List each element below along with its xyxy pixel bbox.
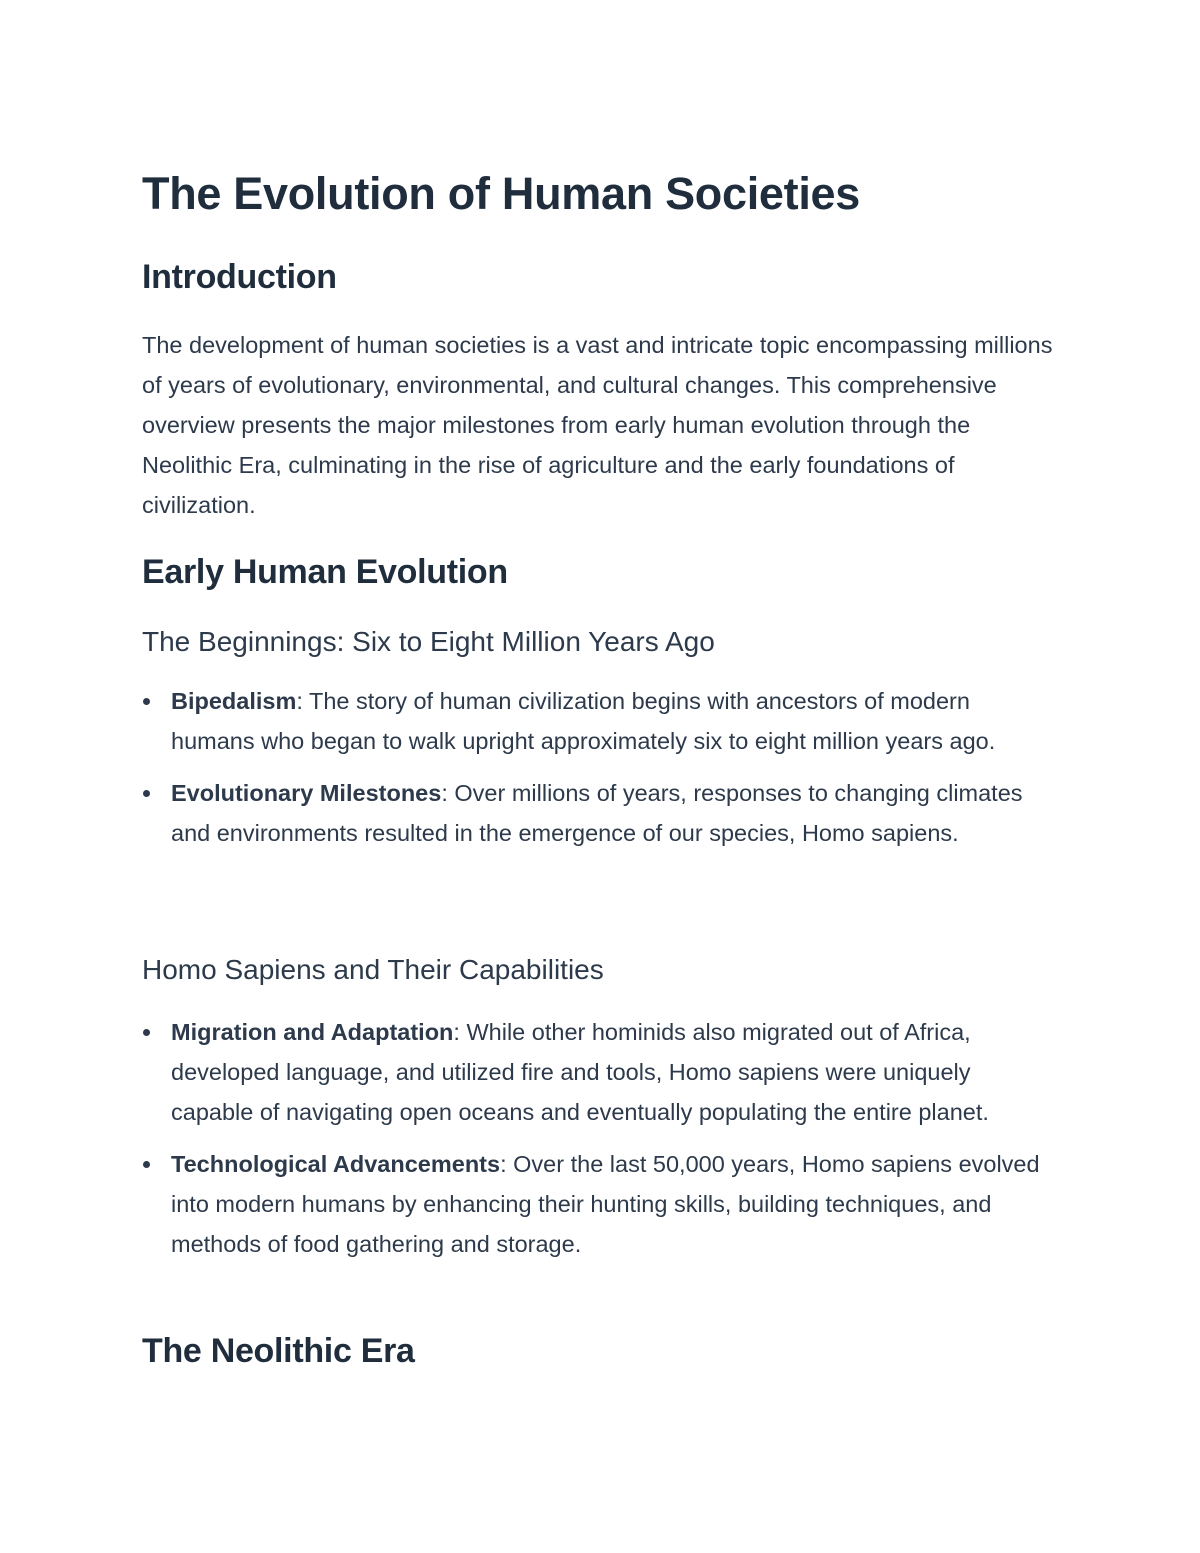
bullet-icon [143,698,150,705]
list-item-term: Bipedalism [171,688,297,714]
bullet-icon [143,1161,150,1168]
subsection-heading-homo-sapiens: Homo Sapiens and Their Capabilities [142,954,604,985]
introduction-paragraph: The development of human societies is a vast and intricate topic encompassing millions of years of evolutionary, environmental, and cultural changes. This comprehensive overview presents the major milestones from early human evolution through the Neolithic Era, culminating in the rise of agriculture and the early foundations of civilization. [142,332,1053,518]
list-item [142,681,1042,761]
homo-sapiens-list [142,1012,1042,1276]
list-item-term: Evolutionary Milestones [171,780,442,806]
beginnings-list [142,681,1042,865]
list-item-text: : While other hominids also migrated out of Africa, developed language, and utilized fire and tools, Homo sapiens were uniquely capable of navigating open oceans and eventually populating the entire planet. [171,1019,989,1125]
list-item [142,1144,1042,1264]
list-item-term: Migration and Adaptation [171,1019,454,1045]
subsection-heading-beginnings: The Beginnings: Six to Eight Million Years Ago [142,626,715,657]
bullet-icon [143,790,150,797]
list-item-term: Technological Advancements [171,1151,501,1177]
list-item-text: : Over the last 50,000 years, Homo sapiens evolved into modern humans by enhancing their hunting skills, building techniques, and methods of food gathering and storage. [171,1151,1040,1257]
list-item [142,773,1042,853]
section-heading-early-human-evolution: Early Human Evolution [142,553,508,591]
section-heading-introduction: Introduction [142,258,337,296]
list-item-text: : The story of human civilization begins with ancestors of modern humans who began to walk upright approximately six to eight million years ago. [171,688,996,754]
list-item [142,1012,1042,1132]
page-title: The Evolution of Human Societies [142,168,860,219]
section-heading-neolithic-era: The Neolithic Era [142,1332,415,1370]
list-item-text: : Over millions of years, responses to changing climates and environments resulted in the emergence of our species, Homo sapiens. [171,780,1023,846]
bullet-icon [143,1029,150,1036]
